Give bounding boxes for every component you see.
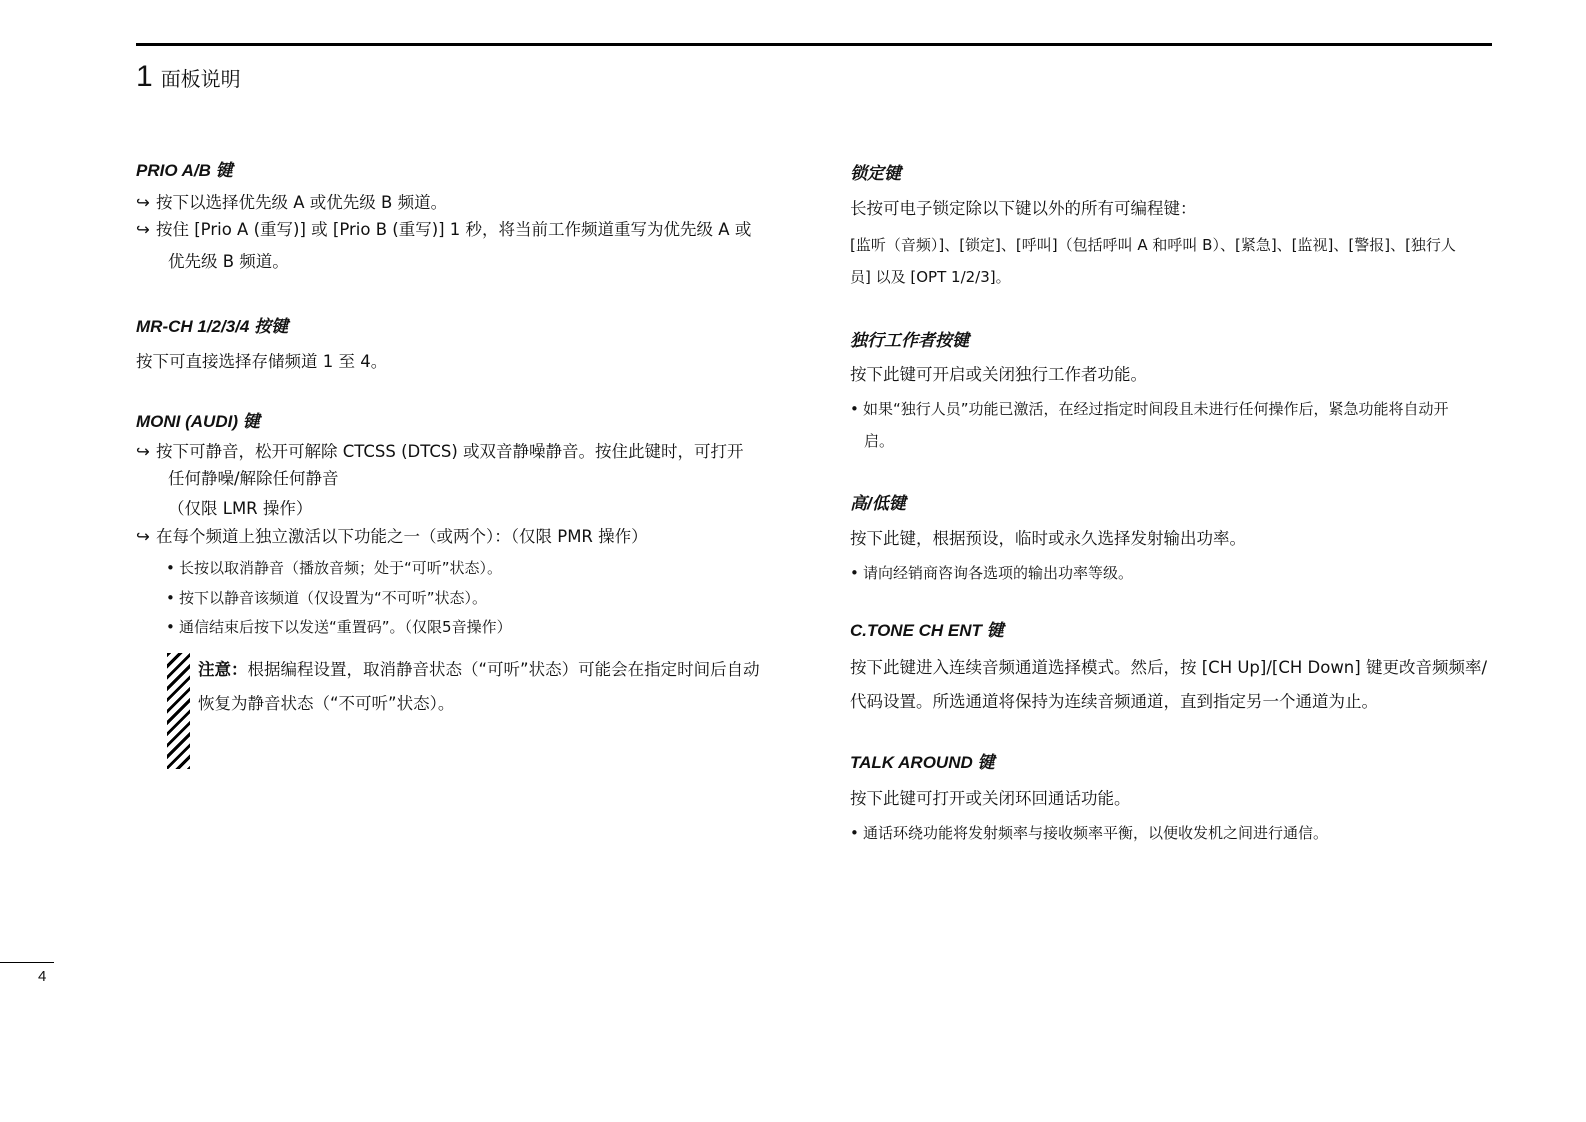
lone-line-1: 按下此键可开启或关闭独行工作者功能。: [850, 365, 1147, 384]
hilo-line-1: 按下此键，根据预设，临时或永久选择发射输出功率。: [850, 529, 1246, 548]
lock-line-3: 员] 以及 [OPT 1/2/3]。: [850, 268, 1011, 286]
lock-line-1: 长按可电子锁定除以下键以外的所有可编程键：: [850, 199, 1197, 218]
arrow-icon: ↪: [136, 527, 150, 546]
note-line-1: 注意：根据编程设置，取消静音状态（“可听”状态）可能会在指定时间后自动: [198, 660, 760, 679]
moni-sub-1: • 长按以取消静音（播放音频；处于“可听”状态）。: [166, 556, 502, 580]
page-number: 4: [38, 968, 47, 985]
arrow-icon: ↪: [136, 220, 150, 239]
ctone-line-2: 代码设置。所选通道将保持为连续音频通道，直到指定另一个通道为止。: [850, 692, 1378, 711]
ctone-heading: C.TONE CH ENT 键: [850, 621, 1004, 640]
moni-heading: MONI (AUDI) 键: [136, 412, 260, 431]
lone-bullet: • 如果“独行人员”功能已激活，在经过指定时间段且未进行任何操作后，紧急功能将自动开: [850, 397, 1449, 421]
mrch-heading: MR-CH 1/2/3/4 按键: [136, 317, 289, 336]
moni-item-1-cont: 任何静噪/解除任何静音: [168, 469, 339, 488]
ctone-line-1: 按下此键进入连续音频通道选择模式。然后，按 [CH Up]/[CH Down] 键更改音频频率/: [850, 658, 1488, 677]
chapter-number: 1: [136, 60, 153, 93]
note-label: 注意：: [198, 660, 248, 679]
bullet-icon: •: [850, 400, 859, 418]
talk-bullet: • 通话环绕功能将发射频率与接收频率平衡，以便收发机之间进行通信。: [850, 821, 1328, 845]
hilo-bullet: • 请向经销商咨询各选项的输出功率等级。: [850, 561, 1133, 585]
bullet-icon: •: [850, 824, 859, 842]
lock-line-2: [监听（音频）]、[锁定]、[呼叫]（包括呼叫 A 和呼叫 B）、[紧急]、[监视]、[警报]、[独行人: [850, 236, 1456, 254]
chapter-title: 面板说明: [160, 67, 241, 91]
mrch-text: 按下可直接选择存储频道 1 至 4。: [136, 352, 388, 371]
hilo-heading: 高/低键: [850, 494, 906, 513]
prio-item-2-cont: 优先级 B 频道。: [168, 252, 289, 271]
moni-item-2: ↪ 在每个频道上独立激活以下功能之一（或两个）：（仅限 PMR 操作）: [136, 525, 648, 549]
bullet-icon: •: [850, 564, 859, 582]
prio-heading: PRIO A/B 键: [136, 161, 233, 180]
talk-line-1: 按下此键可打开或关闭环回通话功能。: [850, 789, 1131, 808]
bullet-icon: •: [166, 618, 175, 636]
talk-heading: TALK AROUND 键: [850, 753, 995, 772]
lone-bullet-cont: 启。: [864, 432, 895, 450]
arrow-icon: ↪: [136, 442, 150, 461]
note-hatch-icon: [167, 653, 190, 769]
prio-item-2: ↪ 按住 [Prio A (重写)] 或 [Prio B (重写)] 1 秒，将当前工作频道重写为优先级 A 或: [136, 218, 751, 242]
lone-heading: 独行工作者按键: [850, 331, 969, 350]
bullet-icon: •: [166, 559, 175, 577]
chapter-heading: [136, 60, 241, 96]
header-rule: [136, 43, 1492, 46]
bullet-icon: •: [166, 589, 175, 607]
note-line-2: 恢复为静音状态（“不可听”状态）。: [198, 694, 455, 713]
moni-sub-3: • 通信结束后按下以发送“重置码”。（仅限5音操作）: [166, 615, 512, 639]
moni-item-1: ↪ 按下可静音，松开可解除 CTCSS (DTCS) 或双音静噪静音。按住此键时，可打开: [136, 440, 744, 464]
moni-sub-2: • 按下以静音该频道（仅设置为“不可听”状态）。: [166, 586, 487, 610]
lock-heading: 锁定键: [850, 164, 901, 183]
footer-rule: [0, 962, 54, 963]
arrow-icon: ↪: [136, 193, 150, 212]
prio-item-1: ↪ 按下以选择优先级 A 或优先级 B 频道。: [136, 191, 447, 215]
moni-item-1-note: （仅限 LMR 操作）: [168, 499, 313, 518]
